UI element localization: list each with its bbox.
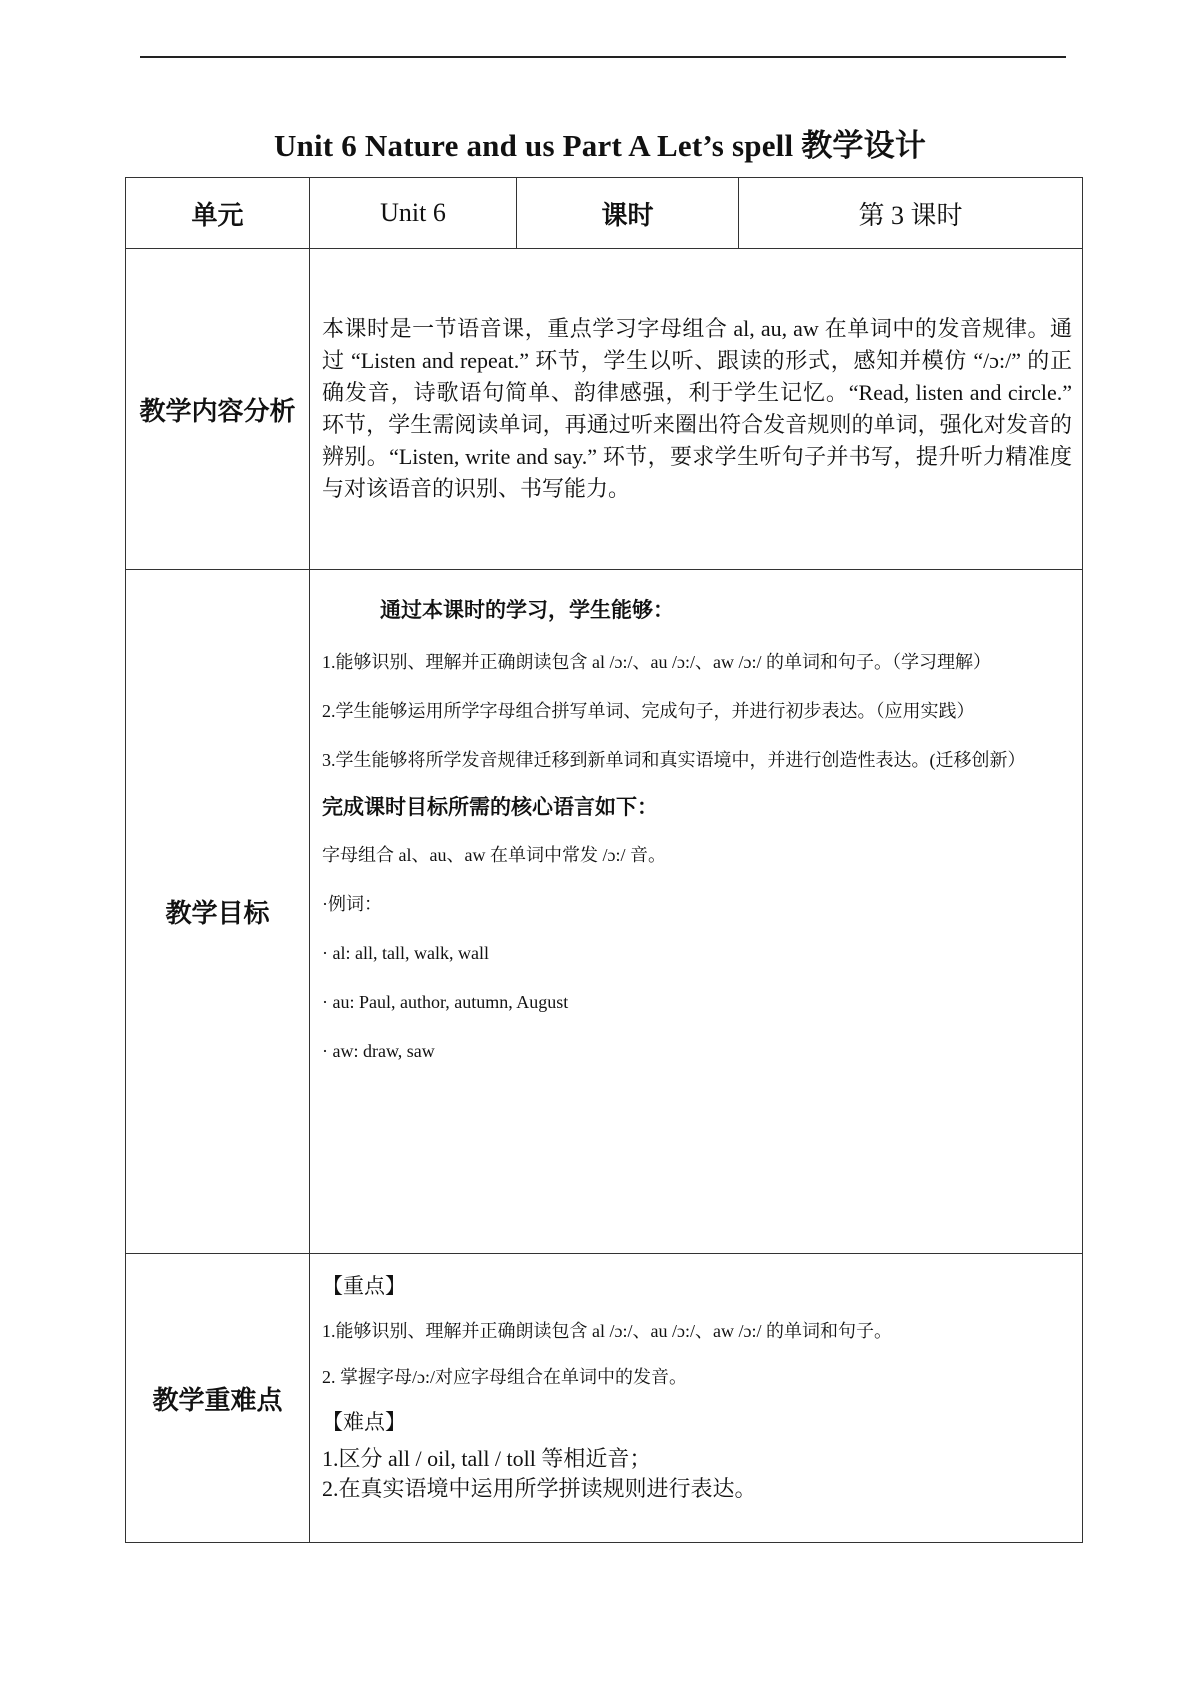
core-language-line: · aw: draw, saw: [322, 1041, 435, 1061]
analysis-text: 本课时是一节语音课，重点学习字母组合 al, au, aw 在单词中的发音规律。通过 “Listen and repeat.” 环节，学生以听、跟读的形式，感知并模仿 “/ɔ:/” 的正确发音，诗歌语句简单、韵律感强，利于学生记忆。“Read, listen and circle.” 环节，学生需阅读单词，再通过听来圈出符合发音规则的单词，强化对发音的辨别。“Listen, write and say.” 环节，要求学生听句子并书写，提升听力精准度与对该语音的识别、书写能力。: [322, 316, 1072, 501]
objective-item-2: 2.学生能够运用所学字母组合拼写单词、完成句子，并进行初步表达。（应用实践）: [322, 701, 975, 721]
lesson-plan-table: [125, 177, 1083, 1543]
core-language-line: ·例词：: [322, 894, 382, 914]
objectives-cell: [310, 570, 1083, 1254]
period-label: 课时: [517, 178, 739, 249]
key-points-heading: 【重点】: [322, 1274, 406, 1298]
key-point-item: 1.能够识别、理解并正确朗读包含 al /ɔ:/、au /ɔ:/、aw /ɔ:/ 的单词和句子。: [322, 1321, 892, 1341]
top-rule: [140, 56, 1066, 58]
analysis-cell: [310, 249, 1083, 570]
core-language-line: · au: Paul, author, autumn, August: [322, 992, 569, 1012]
unit-label: 单元: [126, 178, 310, 249]
objectives-label: 教学目标: [126, 570, 310, 1254]
analysis-label: 教学内容分析: [126, 249, 310, 570]
document-title: Unit 6 Nature and us Part A Let’s spell 教学设计: [273, 128, 927, 163]
core-language-heading: 完成课时目标所需的核心语言如下：: [322, 795, 658, 819]
key-point-item: 2. 掌握字母/ɔ:/对应字母组合在单词中的发音。: [322, 1367, 687, 1387]
objectives-row: [126, 570, 1083, 1254]
core-language-line: 字母组合 al、au、aw 在单词中常发 /ɔ:/ 音。: [322, 845, 666, 865]
difficult-points-heading: 【难点】: [322, 1410, 406, 1434]
unit-value: Unit 6: [310, 178, 517, 249]
analysis-row: [126, 249, 1083, 570]
objective-item-1: 1.能够识别、理解并正确朗读包含 al /ɔ:/、au /ɔ:/、aw /ɔ:/ 的单词和句子。（学习理解）: [322, 652, 991, 672]
header-row: [126, 178, 1083, 249]
objective-item-3: 3.学生能够将所学发音规律迁移到新单词和真实语境中，并进行创造性表达。(迁移创新）: [322, 750, 1026, 770]
difficult-point-item: 1.区分 all / oil, tall / toll 等相近音；: [322, 1446, 652, 1471]
difficult-point-item: 2.在真实语境中运用所学拼读规则进行表达。: [322, 1476, 757, 1501]
difficulties-label: 教学重难点: [126, 1254, 310, 1543]
period-value: 第 3 课时: [739, 178, 1083, 249]
objectives-lead: 通过本课时的学习，学生能够：: [380, 598, 674, 622]
core-language-line: · al: all, tall, walk, wall: [322, 943, 489, 963]
difficulties-row: [126, 1254, 1083, 1543]
difficulties-cell: [310, 1254, 1083, 1543]
